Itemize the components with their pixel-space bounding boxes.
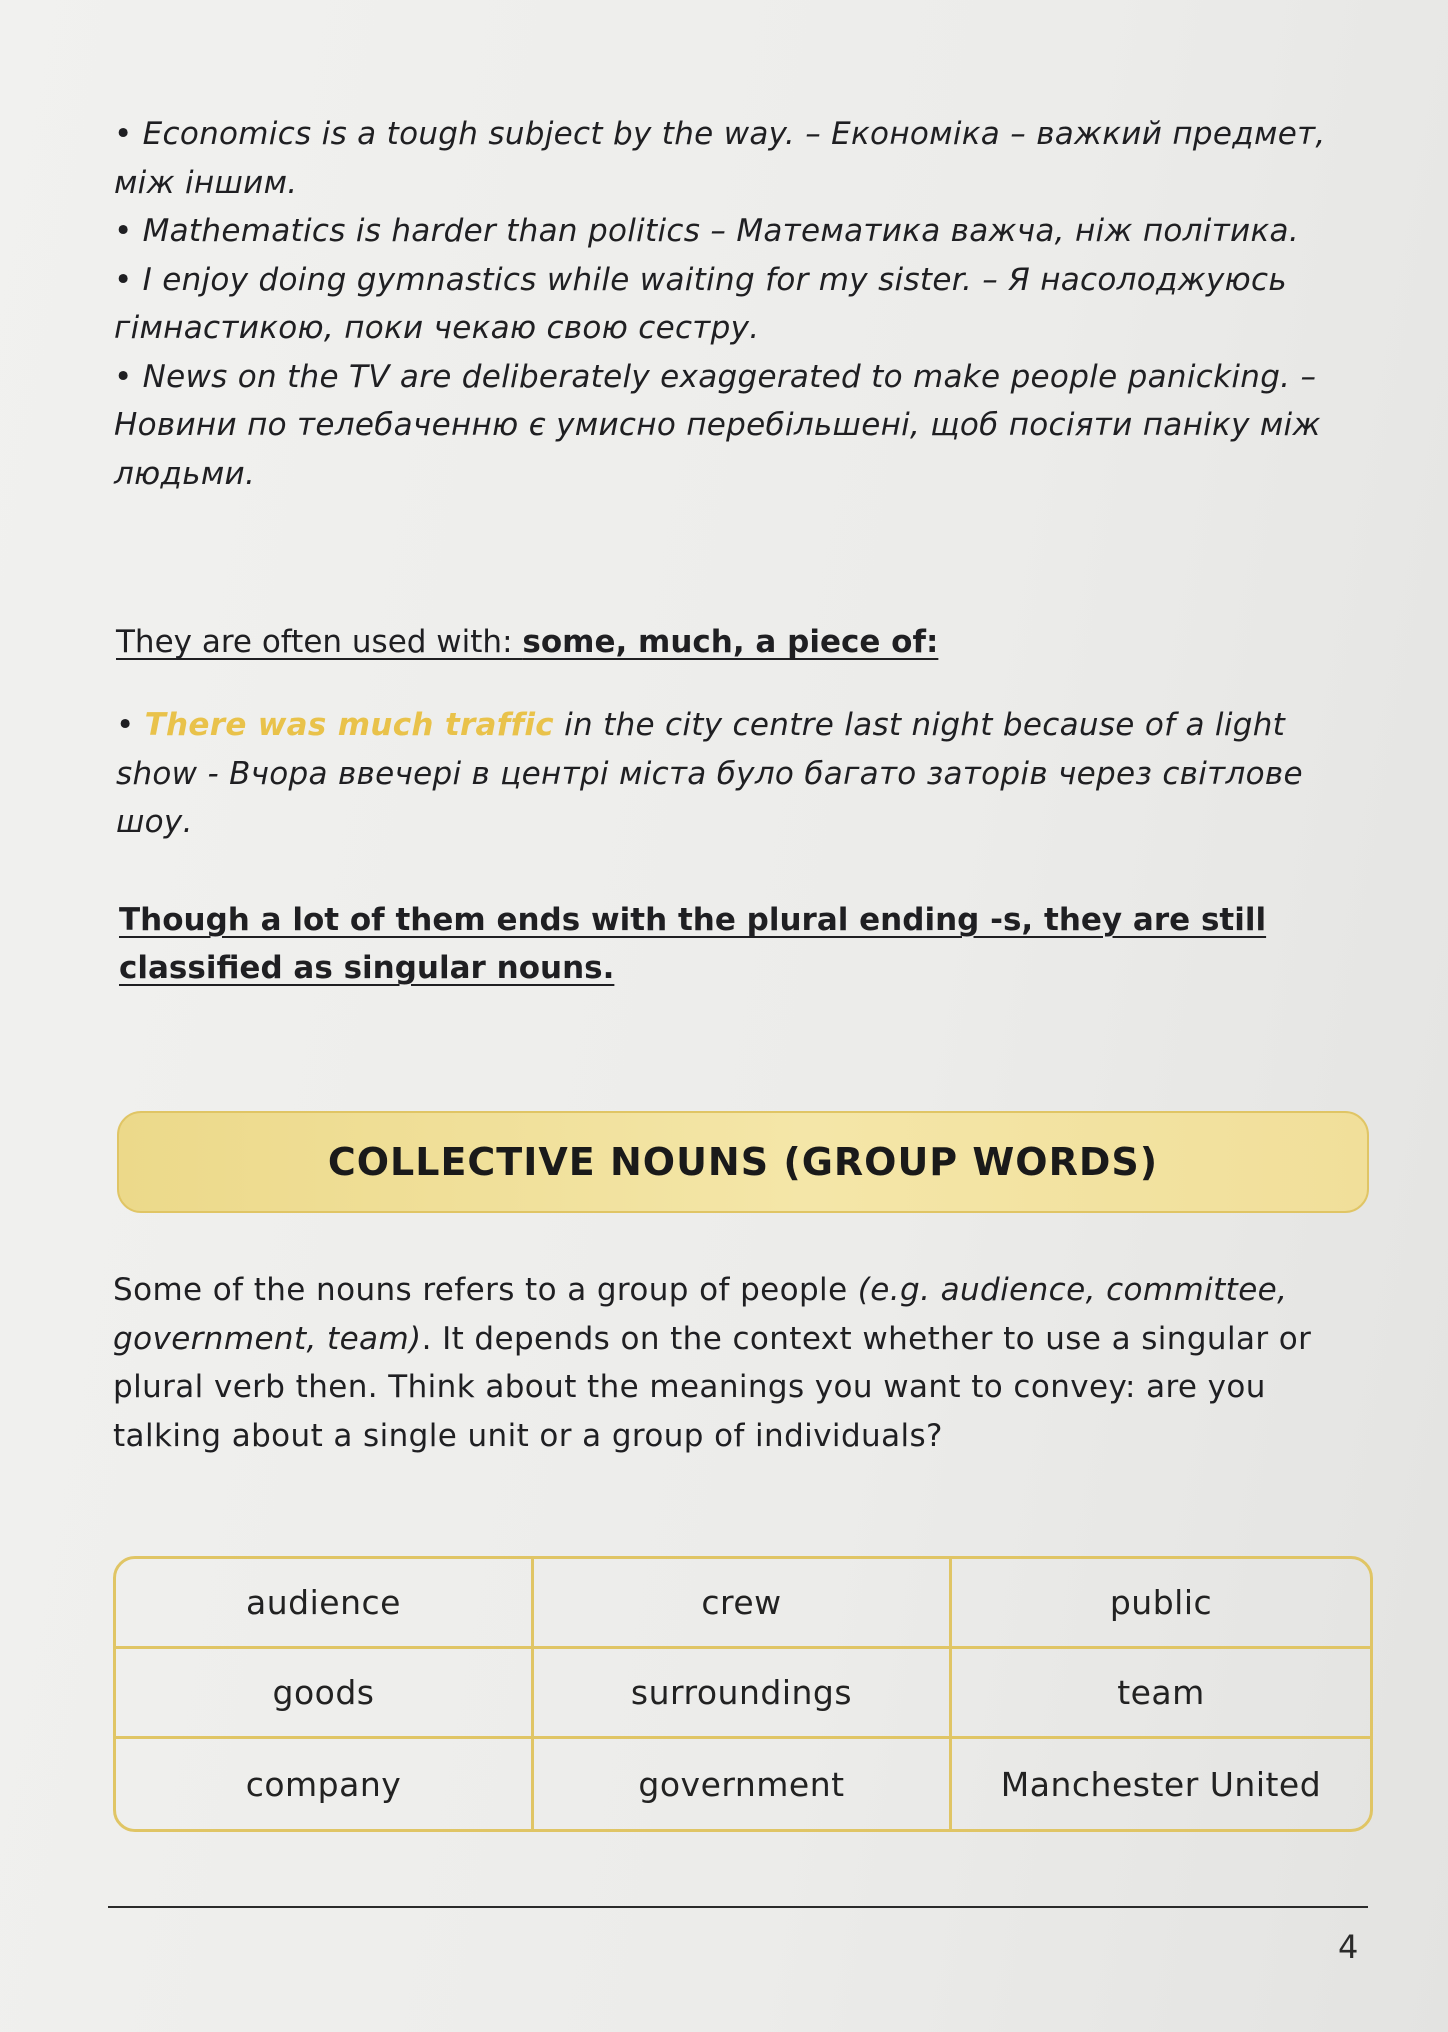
page-number: 4 bbox=[1338, 1928, 1359, 1966]
bullet: • bbox=[114, 213, 133, 249]
table-cell: audience bbox=[116, 1559, 534, 1649]
collective-nouns-table bbox=[113, 1556, 1373, 1832]
bullet: • bbox=[114, 358, 133, 395]
paragraph-part-2: . It depends on the context whether to use a singular or plural verb then. Think about the meanings you want to convey: are you talking about a single unit or a group of individuals? bbox=[113, 1320, 1312, 1454]
paragraph-part-1: Some of the nouns refers to a group of people bbox=[113, 1272, 858, 1308]
example-item bbox=[114, 207, 1354, 256]
footer-divider bbox=[108, 1906, 1368, 1908]
used-with-words: some, much, a piece of: bbox=[522, 624, 939, 660]
section-header-banner bbox=[117, 1111, 1369, 1213]
example-item bbox=[116, 701, 1356, 847]
example-list bbox=[114, 110, 1354, 498]
table-cell: team bbox=[952, 1649, 1370, 1739]
table-cell: surroundings bbox=[534, 1649, 952, 1739]
example-item bbox=[114, 256, 1354, 353]
example-text: in the city centre last night because of a light show - Вчора ввечері в центрі міста було багато заторів через світлове шоу. bbox=[116, 707, 1303, 840]
table-cell: company bbox=[116, 1739, 534, 1829]
example-text: News on the TV are deliberately exaggerated to make people panicking. – Новини по телебаченню є умисно перебільшені, щоб посіяти паніку між людьми. bbox=[114, 358, 1321, 492]
bullet: • bbox=[114, 116, 133, 152]
table-cell: public bbox=[952, 1559, 1370, 1649]
table-cell: Manchester United bbox=[1000, 1764, 1322, 1804]
table-cell: government bbox=[534, 1739, 952, 1829]
example-item bbox=[114, 353, 1354, 499]
section-title: COLLECTIVE NOUNS (GROUP WORDS) bbox=[327, 1140, 1159, 1184]
paragraph-examples: (e.g. audience, committee, government, team) bbox=[113, 1272, 1288, 1357]
bullet: • bbox=[114, 261, 133, 298]
used-with-line bbox=[116, 618, 938, 666]
paragraph-text bbox=[113, 1266, 1363, 1460]
rule-note: Though a lot of them ends with the plural ending -s, they are still classified as singular nouns. bbox=[119, 902, 1267, 986]
explanation-paragraph bbox=[113, 1266, 1363, 1460]
table-cell: goods bbox=[116, 1649, 534, 1739]
bullet: • bbox=[116, 707, 135, 743]
example-text: Economics is a tough subject by the way. – Економіка – важкий предмет, між іншим. bbox=[114, 116, 1326, 201]
example-text: I enjoy doing gymnastics while waiting for my sister. – Я насолоджуюсь гімнастикою, поки чекаю свою сестру. bbox=[114, 261, 1287, 346]
example-item bbox=[114, 110, 1354, 207]
traffic-example bbox=[116, 701, 1356, 847]
highlighted-phrase: There was much traffic bbox=[144, 707, 554, 743]
example-text: Mathematics is harder than politics – Математика важча, ніж політика. bbox=[142, 213, 1299, 249]
used-with-intro: They are often used with: bbox=[116, 624, 523, 660]
table-cell: crew bbox=[534, 1559, 952, 1649]
